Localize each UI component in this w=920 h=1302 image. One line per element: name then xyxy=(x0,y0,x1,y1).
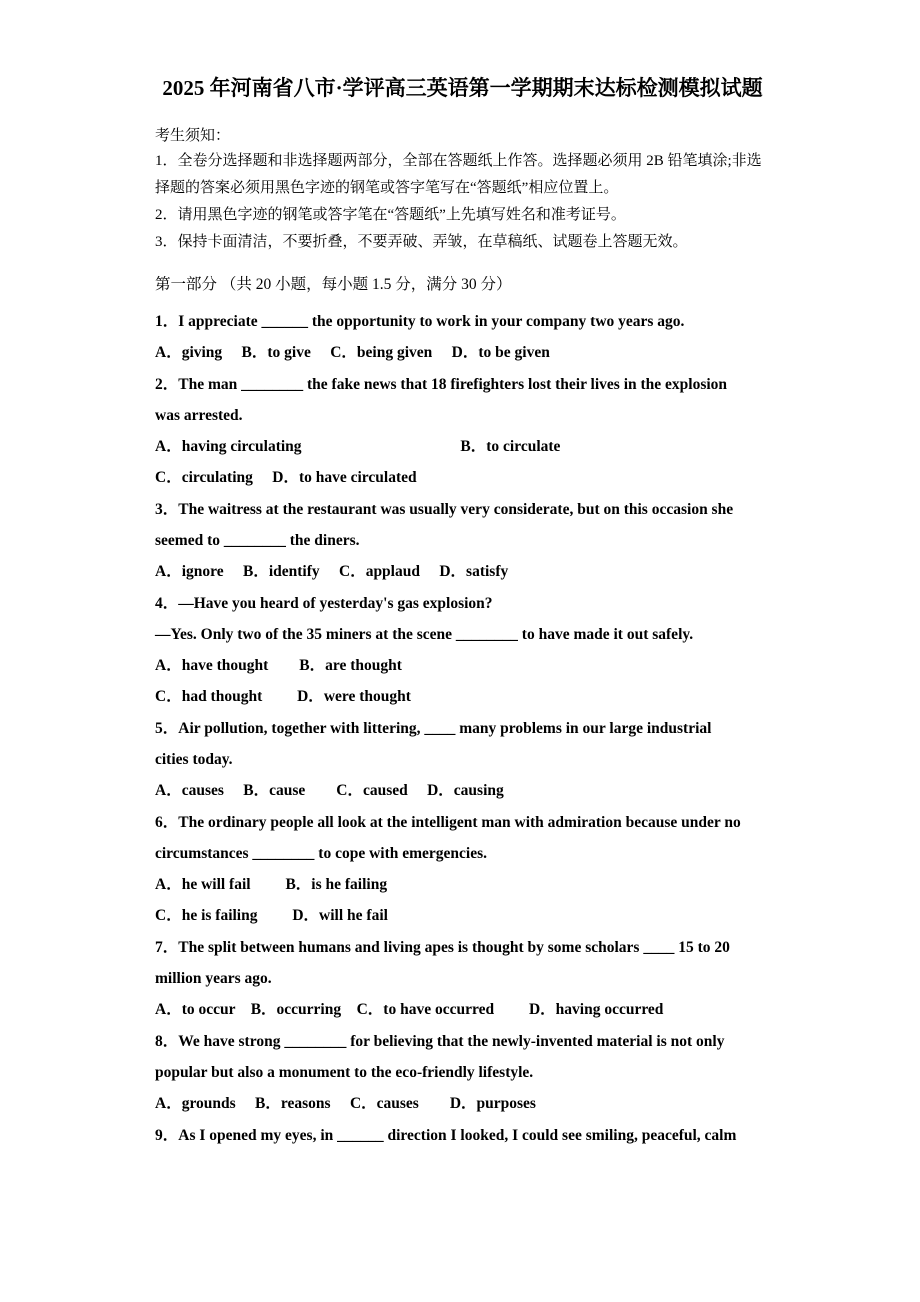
question-block xyxy=(155,369,770,493)
question-line: circumstances ________ to cope with emergencies. xyxy=(155,845,488,862)
question-line: C．he is failing D．will he fail xyxy=(155,907,388,924)
question-line: 1．I appreciate ______ the opportunity to work in your company two years ago. xyxy=(155,313,685,330)
question-line: A．he will fail B．is he failing xyxy=(155,876,388,893)
question-line: C．had thought D．were thought xyxy=(155,688,411,705)
question-line: cities today. xyxy=(155,751,233,768)
question-block xyxy=(155,807,770,931)
question-block xyxy=(155,1026,770,1119)
question-block xyxy=(155,713,770,806)
question-line: C．circulating D．to have circulated xyxy=(155,469,417,486)
notice-item: 2．请用黑色字迹的钢笔或答字笔在“答题纸”上先填写姓名和准考证号。 xyxy=(155,207,626,223)
notice-item: 1．全卷分选择题和非选择题两部分，全部在答题纸上作答。选择题必须用 2B 铅笔填涂;非选择题的答案必须用黑色字迹的钢笔或答字笔写在“答题纸”相应位置上。 xyxy=(155,153,762,196)
notice-items xyxy=(155,148,770,256)
question-line: A．giving B．to give C．being given D．to be given xyxy=(155,344,550,361)
question-line: A．have thought B．are thought xyxy=(155,657,402,674)
question-line: 9．As I opened my eyes, in ______ direction I looked, I could see smiling, peaceful, calm xyxy=(155,1127,737,1144)
question-line: A．grounds B．reasons C．causes D．purposes xyxy=(155,1095,536,1112)
question-line: 6．The ordinary people all look at the intelligent man with admiration because under no xyxy=(155,814,741,831)
question-block xyxy=(155,588,770,712)
question-block xyxy=(155,494,770,587)
section-heading: 第一部分 （共 20 小题，每小题 1.5 分，满分 30 分） xyxy=(155,276,512,293)
question-line: 5．Air pollution, together with littering, ____ many problems in our large industrial xyxy=(155,720,712,737)
question-block xyxy=(155,932,770,1025)
question-line: A．causes B．cause C．caused D．causing xyxy=(155,782,504,799)
question-line: 3．The waitress at the restaurant was usually very considerate, but on this occasion she xyxy=(155,501,734,518)
question-block xyxy=(155,306,770,368)
question-line: 7．The split between humans and living apes is thought by some scholars ____ 15 to 20 xyxy=(155,939,730,956)
question-line: 4．—Have you heard of yesterday's gas explosion? xyxy=(155,595,493,612)
question-line: —Yes. Only two of the 35 miners at the scene ________ to have made it out safely. xyxy=(155,626,694,643)
question-line: seemed to ________ the diners. xyxy=(155,532,360,549)
question-line: 2．The man ________ the fake news that 18 firefighters lost their lives in the explosion xyxy=(155,376,728,393)
question-line: popular but also a monument to the eco-friendly lifestyle. xyxy=(155,1064,534,1081)
notice-section xyxy=(155,124,770,256)
question-line: A．having circulating B．to circulate xyxy=(155,438,561,455)
question-line: 8．We have strong ________ for believing that the newly-invented material is not only xyxy=(155,1033,725,1050)
question-line: was arrested. xyxy=(155,407,243,424)
question-line: million years ago. xyxy=(155,970,272,987)
notice-item: 3．保持卡面清洁，不要折叠，不要弄破、弄皱，在草稿纸、试题卷上答题无效。 xyxy=(155,234,688,250)
question-line: A．to occur B．occurring C．to have occurred D．having occurred xyxy=(155,1001,664,1018)
question-block xyxy=(155,1120,770,1151)
questions-container xyxy=(155,306,770,1151)
page-title: 2025 年河南省八市·学评高三英语第一学期期末达标检测模拟试题 xyxy=(162,76,763,100)
notice-heading: 考生须知： xyxy=(155,128,231,144)
question-line: A．ignore B．identify C．applaud D．satisfy xyxy=(155,563,509,580)
